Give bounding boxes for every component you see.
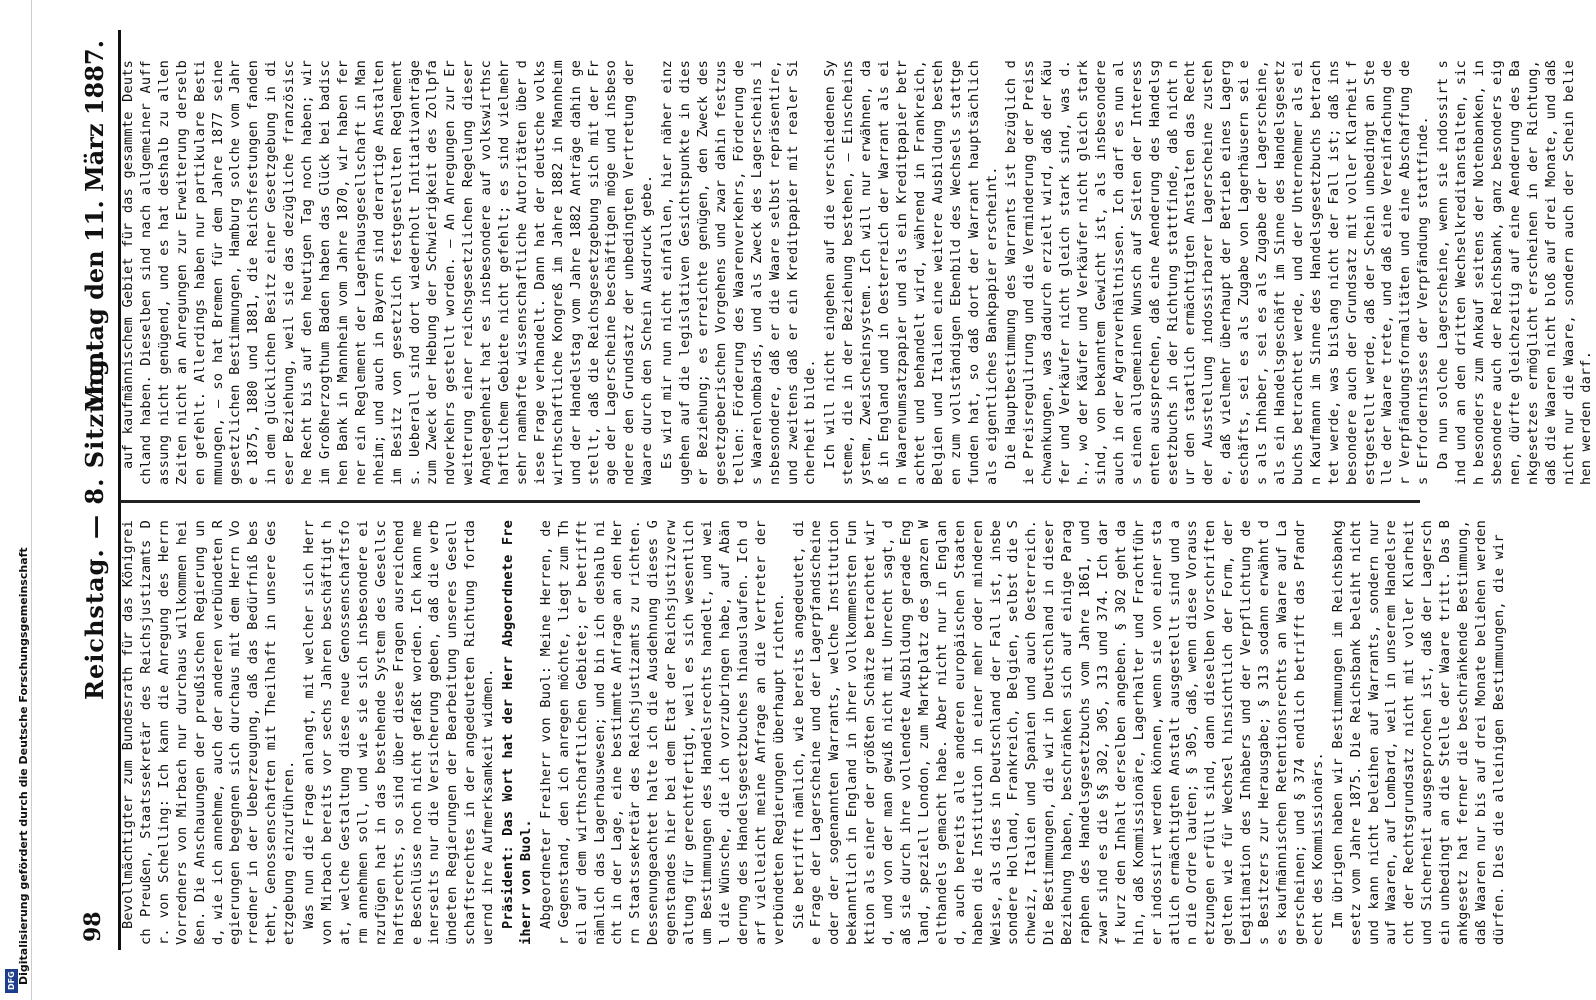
text-column-left (120, 520, 1507, 945)
paragraph: auf kaufmännischem Gebiet für das gesammte Deutschland haben. Dieselben sind nach allgemeiner Auffassung nicht genügend, und es hat deshalb zu allen Zeiten nicht an Anregungen zur Erweiterung derselben gefehlt. Allerdings haben nur partikulare Bestimmungen, — so hat Bremen für dem Jahre 1877 seine gesetzlichen Bestimmungen, Hamburg solche vom Jahre 1875, 1880 und 1881, die Reichsfestungen fanden in dem glücklichen Besitz einer Gesetzgebung in dieser Beziehung, weil sie das dezügliche französische Recht bis auf den heutigen Tag noch haben; wir im Großherzogthum Baden haben das Glück bei badischen Bank in Mannheim vom Jahre 1870, wir haben ferner ein Reglement der Lagerhausgesellschaft in Mannheim; und auch in Bayern sind derartige Anstalten im Besitz von gesetzlich festgestellten Reglements. Ueberall sind dort wiederholt Initiativanträge zum Zweck der Hebung der Schwierigkeit des Zollpfandverkehrs gestellt worden. — An Anregungen zur Erweiterung einer reichsgesetzlichen Regelung dieser Angelegenheit hat es insbesondere auf volkswirthschaftlichem Gebiete nicht gefehlt; es sind vielmehr sehr namhafte wissenschaftliche Autoritäten über diese Frage verhandelt. Dann hat der deutsche volkswirthschaftliche Kongreß im Jahre 1882 in Mannheim und der Handelstag vom Jahre 1882 Anträge dahin gestellt, daß die Reichsgesetzgebung sich mit der Frage der Lagerscheine beschäftigen möge und insbesondere den Grundsatz der unbedingten Vertretung der Waare durch den Schein Ausdruck gebe. (120, 60, 656, 485)
paragraph: Präsident: Das Wort hat der Herr Abgeordnete Freiherr von Buol. (500, 520, 534, 945)
paragraph: Es wird mir nun nicht einfallen, hier näher einzugehen auf die legislativen Gesichtspunkte in dieser Beziehung; es erreichte genügen, den Zweck des gesetzgeberischen Vorgehens und zwar dahin festzustellen: Förderung des Waarenverkehrs, Förderung des Waarenlombards, und als Zweck des Lagerscheins insbesondere, daß er die Waare selbst repräsentire, und zweitens daß er ein Kreditpapier mit realer Sicherheit bilde. (659, 60, 819, 485)
paragraph: Was nun die Frage anlangt, mit welcher sich Herr von Mirbach bereits vor sechs Jahren beschäftigt hat, welche Gestaltung diese neue Genossenschaftsform annehmen soll, und wie sie sich insbesondere einzufügen hat in das bestehende System des Gesellschaftsrechts, so sind über diese Fragen ausreichende Beschlüsse noch nicht gefaßt worden. Ich kann meinerseits nur die Versicherung geben, daß die verbündeten Regierungen der Bearbeitung unseres Gesellschaftsrechtes in der angedeuteten Richtung fortdauernd ihre Aufmerksamkeit widmen. (301, 520, 497, 945)
column-divider (120, 500, 1420, 503)
paragraph: Ich will nicht eingehen auf die verschiedenen Systeme, die in der Beziehung bestehen, — Einscheinsystem, Zweischeinsystem. Ich will nur erwähnen, daß in England und in Oesterreich der Warrant als ein Waarenumsatzpapier und als ein Kreditpapier betrachtet und behandelt wird, während in Frankreich, Belgien und Italien eine weitere Ausbildung bestehen zum vollständigen Ebenbild des Wechsels stattgefunden hat, so daß dort der Warrant hauptsächlich als eigentliches Bankpapier erscheint. (822, 60, 1000, 485)
paragraph: Bevollmächtigter zum Bundesrath für das Königreich Preußen, Staatssekretär des Reichsjustizamts Dr. von Schelling: Ich kann die Anregung des Herrn Vorredners von Mirbach nur durchaus willkommen heißen. Die Anschauungen der preußischen Regierung und, wie ich annehme, auch der anderen verbündeten Regierungen begegnen sich durchaus mit dem Herrn Vorredner in der Ueberzeugung, daß das Bedürfniß besteht, Genossenschaften mit Theilhaft in unsere Gesetzgebung einzuführen. (120, 520, 298, 945)
paragraph: Sie betrifft nämlich, wie bereits angedeutet, die Frage der Lagerscheine und der Lagerpfandscheine oder der sogenannten Warrants, welche Institution bekanntlich in England in ihrer vollkommensten Funktion als einer der größten Schätze betrachtet wird, und von der man gewiß nicht mit Unrecht sagt, daß sie durch ihre vollendete Ausbildung gerade England, speziell London, zum Marktplatz des ganzen Welthandels gemacht habe. Aber nicht nur in England, auch bereits alle anderen europäischen Staaten haben die Institution in einer mehr oder minderen Weise, als dies in Deutschland der Fall ist, insbesondere Holland, Frankreich, Belgien, selbst die Schweiz, Italien und Spanien und auch Oesterreich. Die Bestimmungen, die wir in Deutschland in dieser Beziehung haben, beschränken sich auf einige Paragraphen des Handelsgesetzbuchs vom Jahre 1861, und zwar sind es die §§ 302, 305, 313 und 374. Ich darf kurz den Inhalt derselben angeben. § 302 geht dahin, daß Kommissionäre, Lagerhalter und Frachtführer indossirt werden können, wenn sie von einer staatlich ermächtigten Anstalt ausgestellt sind und an die Ordre lauten; § 305, daß, wenn diese Voraussetzungen erfüllt sind, dann dieselben Vorschriften gelten wie für Wechsel hinsichtlich der Form, der Legitimation des Inhabers und der Verpflichtung des Besitzers zur Herausgabe; § 313 sodann erwähnt des kaufmännischen Retentionsrechts an Waare auf Lagerscheinen; und § 374 endlich betrifft das Pfandrecht des Kommissionärs. (790, 520, 1326, 945)
session-date: Montag den 11. März 1887. (80, 40, 109, 412)
paragraph: Im übrigen haben wir Bestimmungen im Reichsbankgesetz vom Jahre 1875. Die Reichsbank beleiht nicht und kann nicht beleihen auf Warrants, sondern nur auf Waaren, auf Lombard, weil in unserem Handelsrecht der Rechtsgrundsatz nicht mit voller Klarheit und Sicherheit ausgesprochen ist, daß der Lagerschein unbedingt an die Stelle der Waare tritt. Das Bankgesetz hat ferner die beschränkende Bestimmung, daß Waaren nur bis auf drei Monate beliehen werden dürfen. Dies die alleinigen Bestimmungen, die wir (1329, 520, 1507, 945)
paragraph: Abgeordneter Freiherr von Buol: Meine Herren, der Gegenstand, den ich anregen möchte, liegt zum Theil auf dem wirthschaftlichen Gebiete; er betrifft nämlich das Lagerhauswesen; und bin ich deshalb nicht in der Lage, eine bestimmte Anfrage an den Herrn Staatssekretär des Reichsjustizamts zu richten. Dessenungeachtet halte ich die Ausdehnung dieses Gegenstandes hier bei dem Etat der Reichsjustizverwaltung für gerechtfertigt, weil es sich wesentlich um Bestimmungen des Handelsrechts handelt, und weil die Wünsche, die ich vorzubringen habe, auf Abänderung des Handelsgesetzbuches hinauslaufen. Ich darf vielleicht meine Anfrage an die Vertreter der verbündeten Regierungen überhaupt richten. (537, 520, 787, 945)
running-title: Reichstag. — 8. Sitzung. (80, 349, 109, 700)
credit-text: Digitalisierung gefördert durch die Deutsche Forschungsgemeinschaft (17, 547, 30, 985)
digitization-credit (0, 0, 30, 1000)
rotated-newspaper-page (58, 0, 1595, 1000)
paragraph: Die Hauptbestimmung des Warrants ist bezüglich die Preisregulirung und die Verminderung der Preisschwankungen, was dadurch erzielt wird, daß der Käufer und Verkäufer nicht gleich stark sind, was d. h., wo der Käufer und Verkäufer nicht gleich stark sind, von bekanntem Gewicht ist, als insbesondere auch in der Agrarverhältnissen. Ich darf es nun als einen allgemeinen Wunsch auf Seiten der Interessenten aussprechen, daß eine Aenderung des Handelsgesetzbuchs in der Richtung stattfinde, daß nicht nur den staatlich ermächtigten Anstalten das Recht der Ausstellung indossirbarer Lagerscheine zustehe, daß vielmehr überhaupt der Betrieb eines Lagergeschäfts, sei es als Zugabe von Lagerhäusern sei es als Inhaber, sei es als Zugabe der Lagerscheine, als ein Handelsgeschäft im Sinne des Handelsgesetzbuchs betrachtet werde, und der Unternehmer als ein Kaufmann im Sinne des Handelsgesetzbuchs betrachtet werde, was bislang nicht der Fall ist; daß insbesondere auch der Grundsatz mit voller Klarheit festgestellt werde, daß der Schein unbedingt an Stelle der Waare trete, und daß eine Vereinfachung der Verpfändungsformalitäten und eine Abschaffung des Erfordernisses der Verpfändung stattfinde. (1003, 60, 1432, 485)
text-column-right (120, 60, 1595, 485)
paragraph: Da nun solche Lagerscheine, wenn sie indossirt sind und an den dritten Wechselkreditanstalten, sich besonders zum Ankauf seitens der Notenbanken, insbesondere auch der Reichsbank, ganz besonders eignen, dürfte gleichzeitig auf eine Aenderung des Bankgesetzes ermöglicht erscheinen in der Richtung, daß die Waaren nicht bloß auf drei Monate, und daß nicht nur die Waare, sondern auch der Schein beliehen werden darf. (1435, 60, 1595, 485)
dfg-logo-icon: DFG (5, 969, 18, 993)
page-edge-line (31, 0, 32, 1000)
page-header (70, 0, 126, 1000)
page-number: 98 (80, 911, 106, 942)
